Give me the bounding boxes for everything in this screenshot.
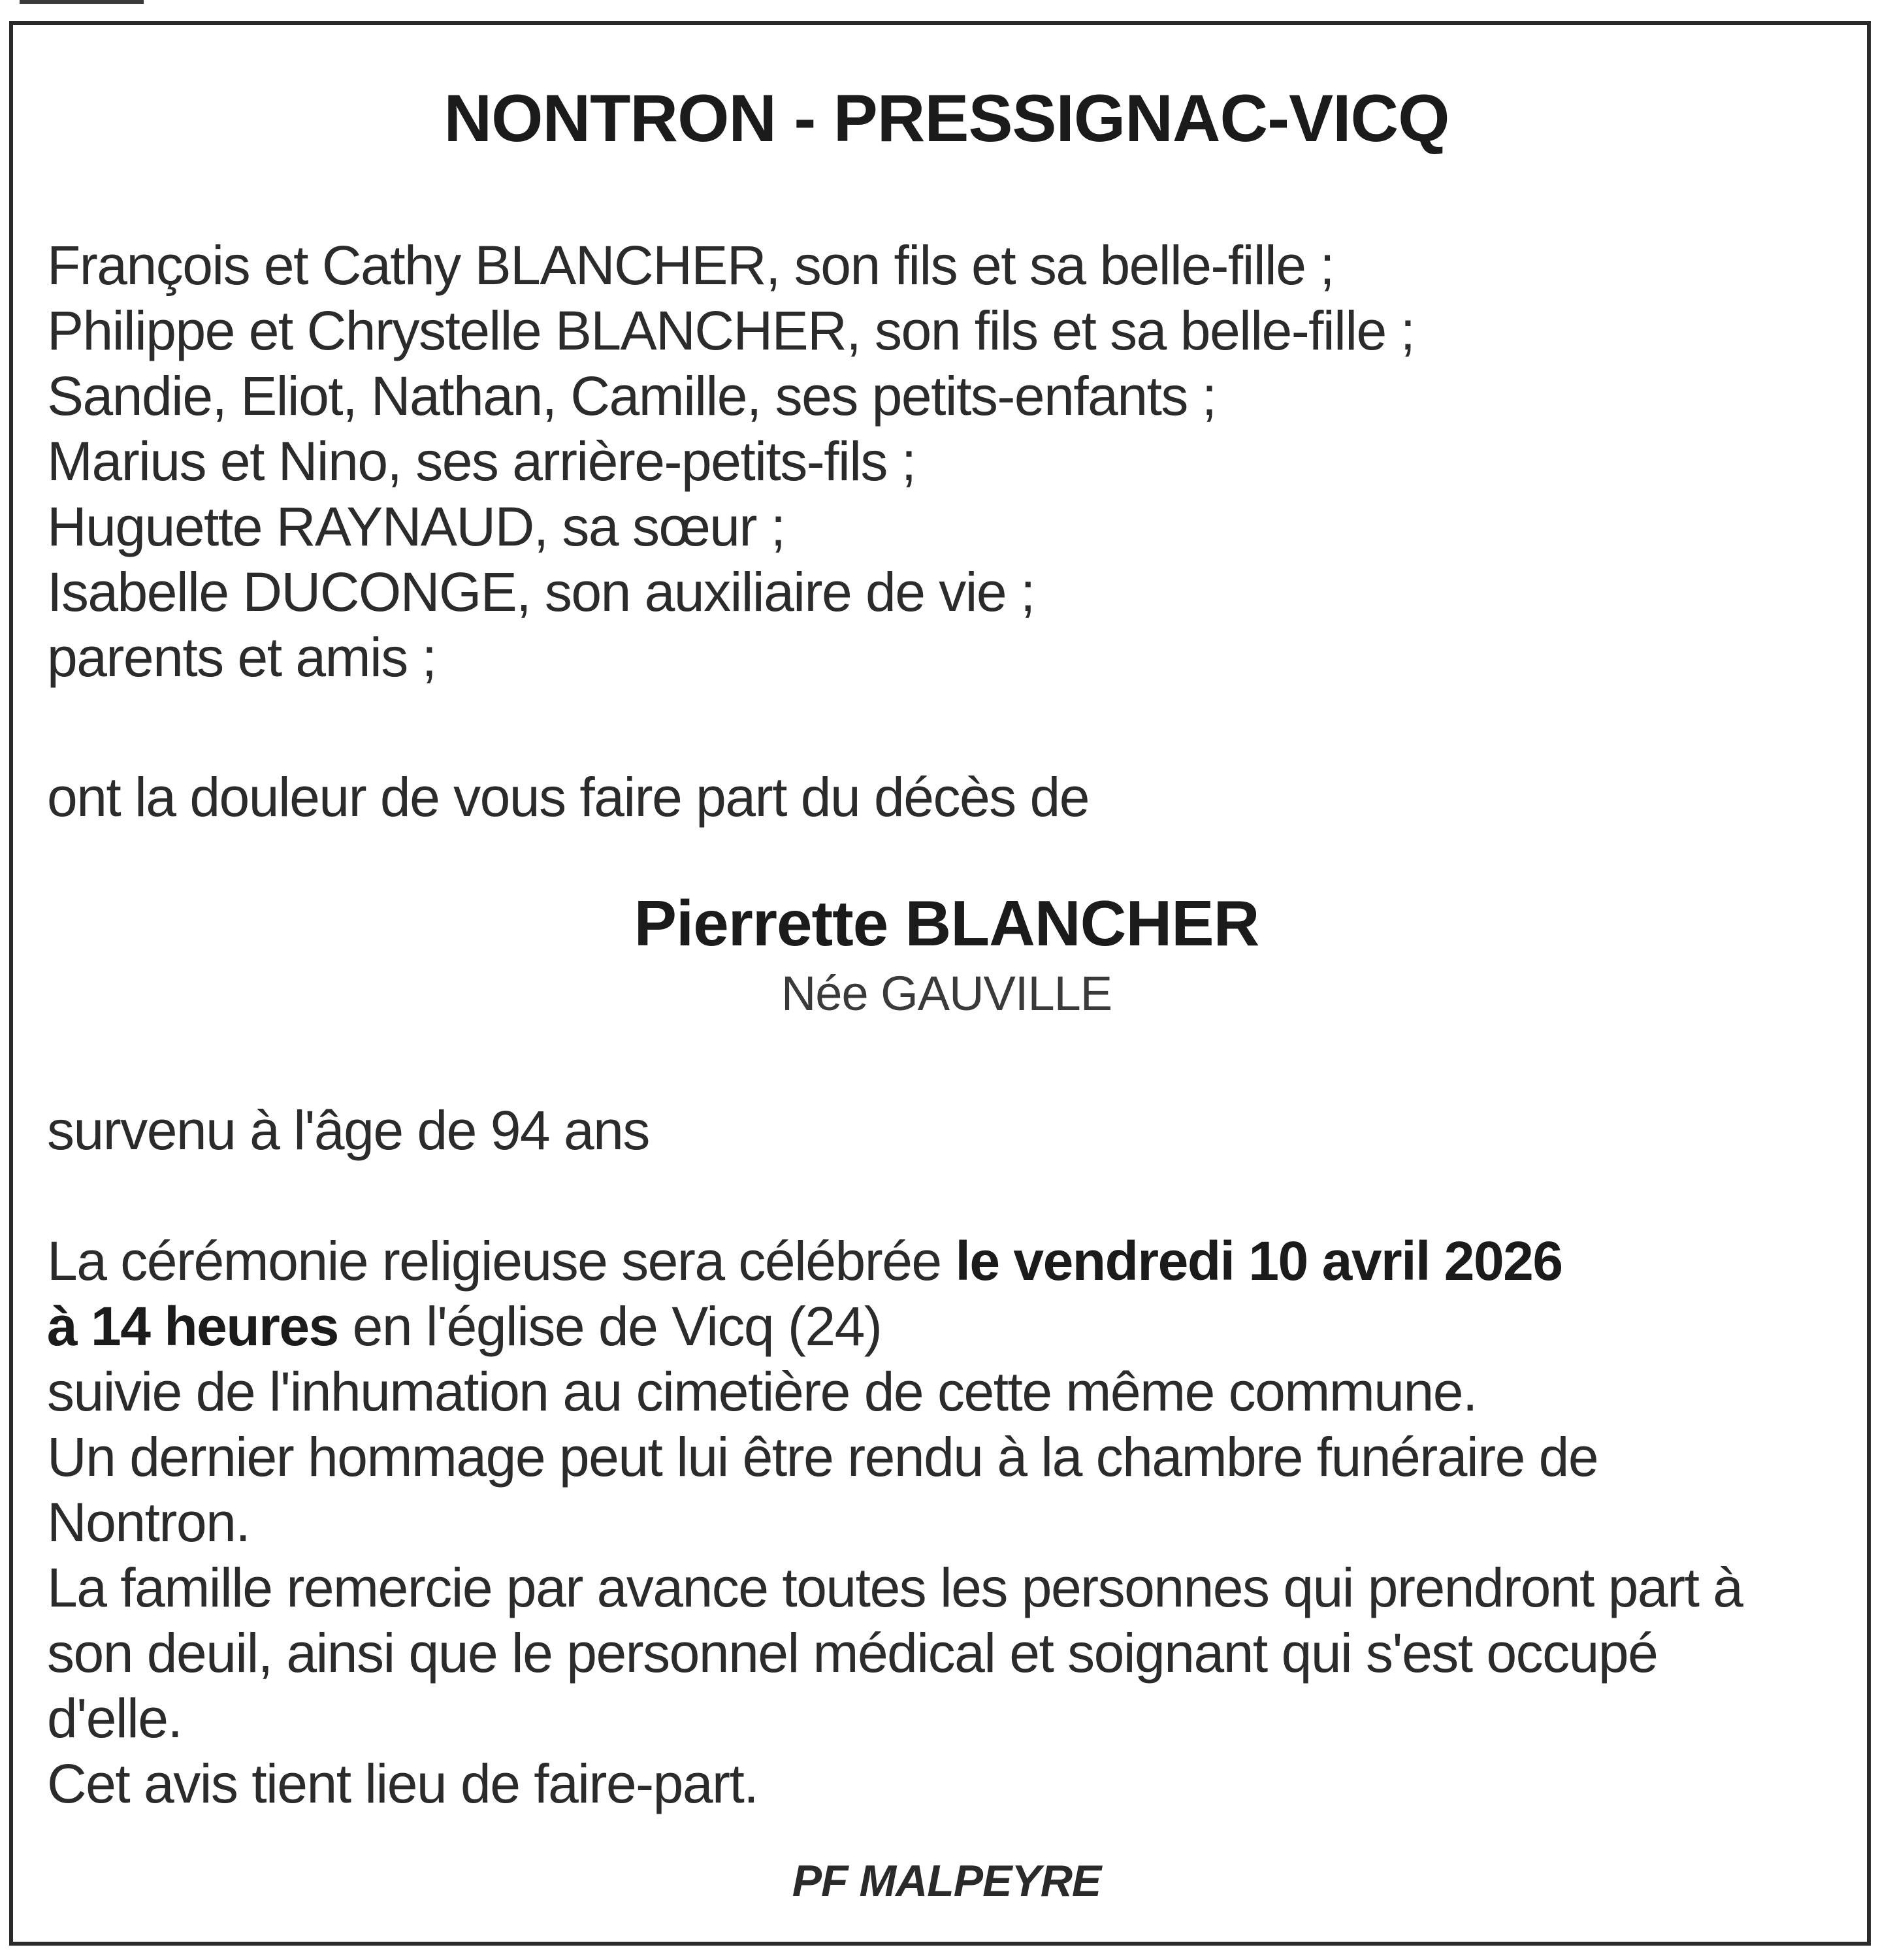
deceased-name: Pierrette BLANCHER (634, 887, 1259, 959)
family-line: parents et amis ; (47, 627, 436, 688)
family-line: Isabelle DUCONGE, son auxiliaire de vie ; (47, 561, 1035, 623)
ceremony-line-3: suivie de l'inhumation au cimetière de cette même commune. (47, 1361, 1477, 1422)
ceremony-line-7: son deuil, ainsi que le personnel médical et soignant qui s'est occupé (47, 1622, 1658, 1684)
family-line: Marius et Nino, ses arrière-petits-fils ; (47, 431, 916, 492)
family-line: Philippe et Chrystelle BLANCHER, son fils et sa belle-fille ; (47, 300, 1415, 361)
announcement-line: ont la douleur de vous faire part du décès de (47, 766, 1089, 828)
age-line: survenu à l'âge de 94 ans (47, 1100, 649, 1161)
ceremony-paragraph (47, 1228, 1743, 1816)
maiden-name: Née GAUVILLE (781, 966, 1112, 1021)
top-edge-mark (20, 0, 144, 4)
notice-heading: NONTRON - PRESSIGNAC-VICQ (444, 81, 1449, 155)
family-list (47, 233, 1414, 690)
ceremony-line-1 (47, 1228, 1743, 1294)
ceremony-line-4: Un dernier hommage peut lui être rendu à la chambre funéraire de (47, 1426, 1598, 1488)
family-line: François et Cathy BLANCHER, son fils et sa belle-fille ; (47, 235, 1335, 296)
family-line: Sandie, Eliot, Nathan, Camille, ses petits-enfants ; (47, 365, 1216, 427)
ceremony-time: à 14 heures (47, 1296, 338, 1357)
ceremony-intro: La cérémonie religieuse sera célébrée (47, 1230, 956, 1292)
funeral-home-signature: PF MALPEYRE (792, 1856, 1101, 1906)
ceremony-line-2 (47, 1294, 1743, 1359)
ceremony-line-6: La famille remercie par avance toutes les personnes qui prendront part à (47, 1557, 1743, 1618)
ceremony-line-5: Nontron. (47, 1492, 250, 1553)
ceremony-date: le vendredi 10 avril 2026 (955, 1230, 1562, 1292)
family-line: Huguette RAYNAUD, sa sœur ; (47, 496, 785, 557)
ceremony-line-8: d'elle. (47, 1688, 182, 1749)
ceremony-line-9: Cet avis tient lieu de faire-part. (47, 1753, 758, 1814)
ceremony-place: en l'église de Vicq (24) (338, 1296, 882, 1357)
